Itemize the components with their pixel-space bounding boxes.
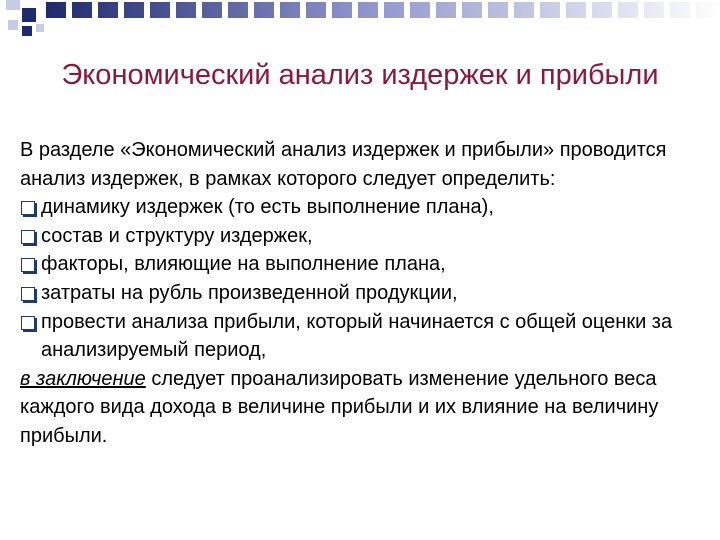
- bullet-item: [20, 279, 700, 308]
- slide-title: Экономический анализ издержек и прибыли: [61, 59, 659, 91]
- square-bullet-icon: [21, 316, 35, 330]
- decor-square-light-2: [8, 20, 18, 30]
- bullet-text: факторы, влияющие на выполнение плана,: [41, 253, 446, 276]
- slide-body: [20, 136, 700, 451]
- decor-square-light-3: [36, 24, 44, 32]
- conclusion-text: следует проанализировать изменение удельного веса каждого вида дохода в величине прибыли и их влияние на величину прибыли.: [20, 367, 659, 447]
- conclusion-emphasis: в заключение: [20, 367, 146, 390]
- bullet-item: [20, 308, 700, 365]
- conclusion-paragraph: [20, 365, 700, 451]
- square-bullet-icon: [21, 258, 35, 272]
- bullet-item: [20, 250, 700, 279]
- square-bullet-icon: [21, 201, 35, 215]
- bullet-item: [20, 222, 700, 251]
- decor-square-dark-1: [22, 8, 36, 22]
- bullet-text: состав и структуру издержек,: [41, 224, 313, 247]
- bullet-item: [20, 193, 700, 222]
- bullet-text: динамику издержек (то есть выполнение плана),: [41, 196, 494, 219]
- decor-square-light-1: [6, 0, 20, 10]
- bullet-text: затраты на рубль произведенной продукции,: [41, 281, 458, 304]
- decor-square-dark-2: [22, 26, 32, 36]
- square-bullet-icon: [21, 287, 35, 301]
- header-decoration: [0, 0, 720, 40]
- bullet-text: провести анализа прибыли, который начинается с общей оценки за анализируемый период,: [41, 310, 673, 362]
- square-bullet-icon: [21, 230, 35, 244]
- intro-paragraph: В разделе «Экономический анализ издержек и прибыли» проводится анализ издержек, в рамках которого следует определить:: [20, 139, 667, 190]
